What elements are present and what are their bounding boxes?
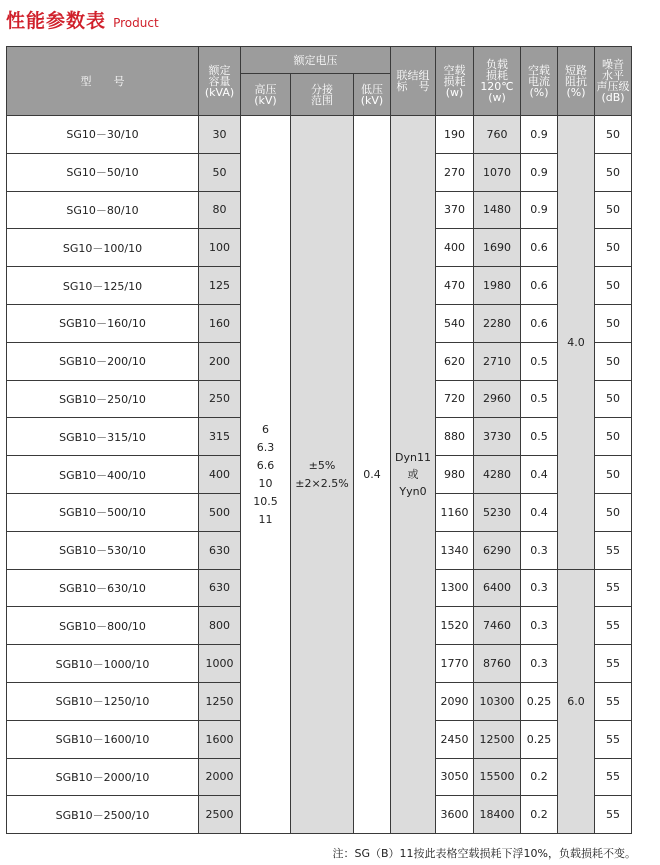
noload-loss-cell: 720 [436, 380, 474, 418]
noise-level-cell: 50 [595, 418, 632, 456]
noload-loss-cell: 3050 [436, 758, 474, 796]
capacity-cell: 2000 [199, 758, 241, 796]
capacity-cell: 315 [199, 418, 241, 456]
noise-level-cell: 50 [595, 380, 632, 418]
noload-current-cell: 0.9 [521, 116, 558, 154]
noload-current-cell: 0.6 [521, 267, 558, 305]
load-loss-cell: 2960 [474, 380, 521, 418]
connection-group-value: 或 [407, 468, 419, 482]
load-loss-cell: 1980 [474, 267, 521, 305]
model-cell: SGB10－315/10 [7, 418, 199, 456]
model-cell: SG10－30/10 [7, 116, 199, 154]
load-loss-cell: 1070 [474, 153, 521, 191]
noload-current-cell: 0.5 [521, 380, 558, 418]
load-loss-cell: 8760 [474, 645, 521, 683]
load-loss-cell: 7460 [474, 607, 521, 645]
noload-loss-cell: 880 [436, 418, 474, 456]
noload-current-cell: 0.4 [521, 456, 558, 494]
capacity-cell: 250 [199, 380, 241, 418]
noload-current-cell: 0.4 [521, 493, 558, 531]
noload-current-cell: 0.9 [521, 153, 558, 191]
noload-loss-cell: 620 [436, 342, 474, 380]
noload-current-cell: 0.2 [521, 758, 558, 796]
noload-loss-cell: 3600 [436, 796, 474, 834]
load-loss-cell: 5230 [474, 493, 521, 531]
header-high-voltage: 高压 (kV) [241, 74, 291, 116]
noise-level-cell: 50 [595, 267, 632, 305]
noise-level-cell: 55 [595, 531, 632, 569]
impedance-cell: 6.0 [558, 569, 595, 834]
header-connection-group: 联结组 标 号 [391, 47, 436, 116]
noload-loss-cell: 270 [436, 153, 474, 191]
noise-level-cell: 55 [595, 682, 632, 720]
high-voltage-value: 10 [258, 476, 273, 490]
noload-current-cell: 0.5 [521, 418, 558, 456]
impedance-cell: 4.0 [558, 116, 595, 570]
noload-loss-cell: 470 [436, 267, 474, 305]
noise-level-cell: 50 [595, 116, 632, 154]
noise-level-cell: 50 [595, 304, 632, 342]
header-noload-loss: 空载 损耗 (w) [436, 47, 474, 116]
connection-group-cell [391, 116, 436, 834]
noload-current-cell: 0.5 [521, 342, 558, 380]
load-loss-cell: 2280 [474, 304, 521, 342]
capacity-cell: 1000 [199, 645, 241, 683]
load-loss-cell: 1690 [474, 229, 521, 267]
noise-level-cell: 55 [595, 796, 632, 834]
noise-level-cell: 50 [595, 153, 632, 191]
capacity-cell: 800 [199, 607, 241, 645]
model-cell: SG10－100/10 [7, 229, 199, 267]
high-voltage-value: 6 [262, 422, 269, 436]
model-cell: SGB10－800/10 [7, 607, 199, 645]
noload-current-cell: 0.3 [521, 645, 558, 683]
page-title-english: Product [113, 16, 159, 30]
header-impedance: 短路 阻抗 (%) [558, 47, 595, 116]
header-load-loss: 负载 损耗 120℃(w) [474, 47, 521, 116]
model-cell: SGB10－2500/10 [7, 796, 199, 834]
noload-loss-cell: 1770 [436, 645, 474, 683]
noload-current-cell: 0.6 [521, 229, 558, 267]
model-cell: SGB10－2000/10 [7, 758, 199, 796]
load-loss-cell: 760 [474, 116, 521, 154]
model-cell: SGB10－630/10 [7, 569, 199, 607]
header-model: 型 号 [7, 47, 199, 116]
header-noise-level: 噪音 水平 声压级 (dB) [595, 47, 632, 116]
page-title [6, 6, 159, 30]
load-loss-cell: 12500 [474, 720, 521, 758]
noise-level-cell: 55 [595, 569, 632, 607]
high-voltage-value: 6.3 [256, 440, 275, 454]
high-voltage-value: 10.5 [253, 494, 278, 508]
noise-level-cell: 50 [595, 229, 632, 267]
load-loss-cell: 2710 [474, 342, 521, 380]
model-cell: SGB10－250/10 [7, 380, 199, 418]
noload-loss-cell: 980 [436, 456, 474, 494]
model-cell: SG10－80/10 [7, 191, 199, 229]
load-loss-cell: 10300 [474, 682, 521, 720]
noload-loss-cell: 1520 [436, 607, 474, 645]
noload-current-cell: 0.6 [521, 304, 558, 342]
load-loss-cell: 6290 [474, 531, 521, 569]
noise-level-cell: 55 [595, 607, 632, 645]
table-header [7, 47, 632, 116]
capacity-cell: 100 [199, 229, 241, 267]
noload-loss-cell: 1160 [436, 493, 474, 531]
noload-loss-cell: 1300 [436, 569, 474, 607]
connection-group-value: Dyn11 [395, 451, 431, 465]
load-loss-cell: 4280 [474, 456, 521, 494]
noload-current-cell: 0.3 [521, 607, 558, 645]
load-loss-cell: 15500 [474, 758, 521, 796]
load-loss-cell: 18400 [474, 796, 521, 834]
table-body [7, 116, 632, 834]
capacity-cell: 630 [199, 531, 241, 569]
performance-parameter-table [6, 46, 632, 834]
load-loss-cell: 3730 [474, 418, 521, 456]
noise-level-cell: 50 [595, 342, 632, 380]
noload-current-cell: 0.9 [521, 191, 558, 229]
model-cell: SGB10－1250/10 [7, 682, 199, 720]
noise-level-cell: 50 [595, 191, 632, 229]
capacity-cell: 1600 [199, 720, 241, 758]
header-low-voltage: 低压 (kV) [354, 74, 391, 116]
header-rated-voltage: 额定电压 [241, 47, 391, 74]
capacity-cell: 50 [199, 153, 241, 191]
footnote: 注：SG（B）11按此表格空载损耗下浮10%，负载损耗不变。 [332, 847, 636, 860]
model-cell: SGB10－500/10 [7, 493, 199, 531]
noise-level-cell: 50 [595, 493, 632, 531]
load-loss-cell: 1480 [474, 191, 521, 229]
load-loss-cell: 6400 [474, 569, 521, 607]
capacity-cell: 80 [199, 191, 241, 229]
high-voltage-cell [241, 116, 291, 834]
noload-current-cell: 0.3 [521, 569, 558, 607]
noload-loss-cell: 190 [436, 116, 474, 154]
model-cell: SG10－50/10 [7, 153, 199, 191]
high-voltage-value: 11 [258, 512, 273, 526]
noise-level-cell: 50 [595, 456, 632, 494]
capacity-cell: 500 [199, 493, 241, 531]
noload-loss-cell: 370 [436, 191, 474, 229]
model-cell: SG10－125/10 [7, 267, 199, 305]
model-cell: SGB10－530/10 [7, 531, 199, 569]
header-noload-current: 空载 电流 (%) [521, 47, 558, 116]
model-cell: SGB10－1600/10 [7, 720, 199, 758]
model-cell: SGB10－1000/10 [7, 645, 199, 683]
header-tap-range: 分接 范围 [291, 74, 354, 116]
high-voltage-value: 6.6 [256, 458, 275, 472]
noload-current-cell: 0.25 [521, 720, 558, 758]
header-rated-capacity: 额定 容量 (kVA) [199, 47, 241, 116]
low-voltage-cell: 0.4 [354, 116, 391, 834]
noload-loss-cell: 1340 [436, 531, 474, 569]
noise-level-cell: 55 [595, 720, 632, 758]
model-cell: SGB10－400/10 [7, 456, 199, 494]
capacity-cell: 2500 [199, 796, 241, 834]
connection-group-value: Yyn0 [399, 485, 427, 499]
table-row [7, 116, 632, 154]
noload-loss-cell: 2450 [436, 720, 474, 758]
capacity-cell: 630 [199, 569, 241, 607]
noload-loss-cell: 540 [436, 304, 474, 342]
page-title-chinese: 性能参数表 [6, 10, 107, 32]
capacity-cell: 160 [199, 304, 241, 342]
tap-range-value: ±2×2.5% [295, 476, 349, 490]
model-cell: SGB10－160/10 [7, 304, 199, 342]
tap-range-cell [291, 116, 354, 834]
noload-current-cell: 0.2 [521, 796, 558, 834]
capacity-cell: 400 [199, 456, 241, 494]
capacity-cell: 30 [199, 116, 241, 154]
noload-loss-cell: 400 [436, 229, 474, 267]
capacity-cell: 1250 [199, 682, 241, 720]
tap-range-value: ±5% [308, 458, 336, 472]
noload-current-cell: 0.25 [521, 682, 558, 720]
noload-loss-cell: 2090 [436, 682, 474, 720]
noise-level-cell: 55 [595, 758, 632, 796]
capacity-cell: 200 [199, 342, 241, 380]
noise-level-cell: 55 [595, 645, 632, 683]
noload-current-cell: 0.3 [521, 531, 558, 569]
model-cell: SGB10－200/10 [7, 342, 199, 380]
capacity-cell: 125 [199, 267, 241, 305]
